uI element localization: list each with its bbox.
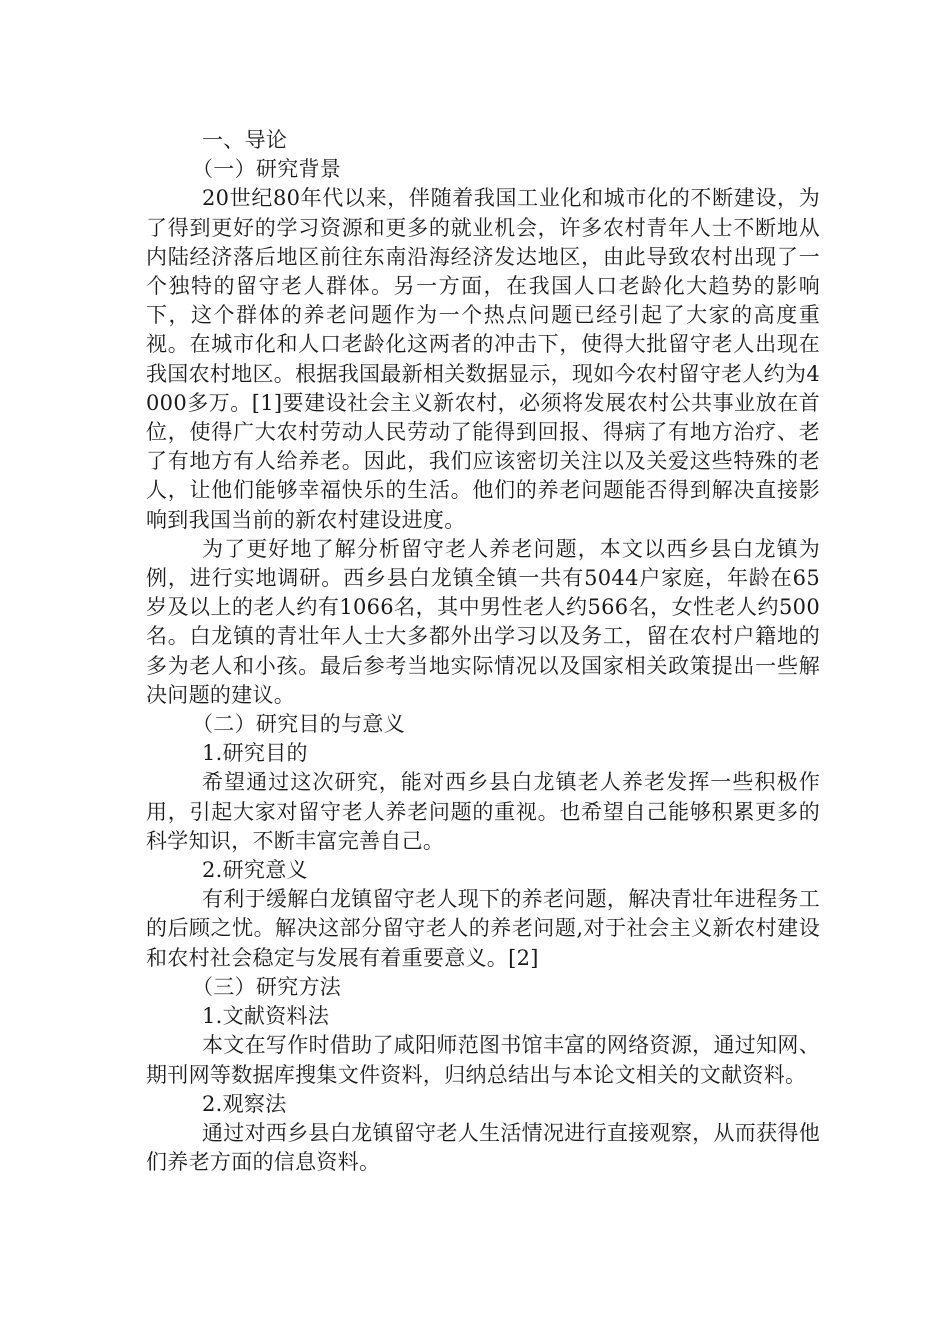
- subsection-title-literature: 1.文献资料法: [202, 1004, 330, 1029]
- subsection-title-purpose: 1.研究目的: [202, 741, 308, 766]
- chapter-title: 一、导论: [202, 128, 288, 152]
- subsection-title-significance: 2.研究意义: [202, 858, 308, 883]
- section-title-methods: （三）研究方法: [192, 974, 342, 999]
- document-body: [146, 126, 820, 1177]
- section-title-background: （一）研究背景: [192, 157, 342, 182]
- paragraph-background-1: 20世纪80年代以来，伴随着我国工业化和城市化的不断建设，为了得到更好的学习资源和更多的就业机会，许多农村青年人士不断地从内陆经济落后地区前往东南沿海经济发达地区，由此导致农村出现了一个独特的留守老人群体。另一方面，在我国人口老龄化大趋势的影响下，这个群体的养老问题作为一个热点问题已经引起了大家的高度重视。在城市化和人口老龄化这两者的冲击下，使得大批留守老人出现在我国农村地区。根据我国最新相关数据显示，现如今农村留守老人约为4000多万。[1]要建设社会主义新农村，必须将发展农村公共事业放在首位，使得广大农村劳动人民劳动了能得到回报、得病了有地方治疗、老了有地方有人给养老。因此，我们应该密切关注以及关爱这些特殊的老人，让他们能够幸福快乐的生活。他们的养老问题能否得到解决直接影响到我国当前的新农村建设进度。: [146, 186, 820, 532]
- paragraph-background-2: 为了更好地了解分析留守老人养老问题，本文以西乡县白龙镇为例，进行实地调研。西乡县白龙镇全镇一共有5044户家庭，年龄在65岁及以上的老人约有1066名，其中男性老人约566名，女性老人约500名。白龙镇的青壮年人士大多都外出学习以及务工，留在农村户籍地的多为老人和小孩。最后参考当地实际情况以及国家相关政策提出一些解决问题的建议。: [146, 536, 820, 707]
- paragraph-observation: 通过对西乡县白龙镇留守老人生活情况进行直接观察，从而获得他们养老方面的信息资料。: [146, 1120, 820, 1175]
- paragraph-literature: 本文在写作时借助了咸阳师范图书馆丰富的网络资源，通过知网、期刊网等数据库搜集文件资料，归纳总结出与本论文相关的文献资料。: [146, 1033, 820, 1087]
- paragraph-purpose: 希望通过这次研究，能对西乡县白龙镇老人养老发挥一些积极作用，引起大家对留守老人养老问题的重视。也希望自己能够积累更多的科学知识，不断丰富完善自己。: [146, 770, 820, 853]
- paragraph-significance: 有利于缓解白龙镇留守老人现下的养老问题，解决青壮年进程务工的后顾之忧。解决这部分留守老人的养老问题,对于社会主义新农村建设和农村社会稳定与发展有着重要意义。[2]: [146, 887, 820, 970]
- section-title-purpose: （二）研究目的与意义: [192, 712, 405, 737]
- subsection-title-observation: 2.观察法: [202, 1091, 287, 1116]
